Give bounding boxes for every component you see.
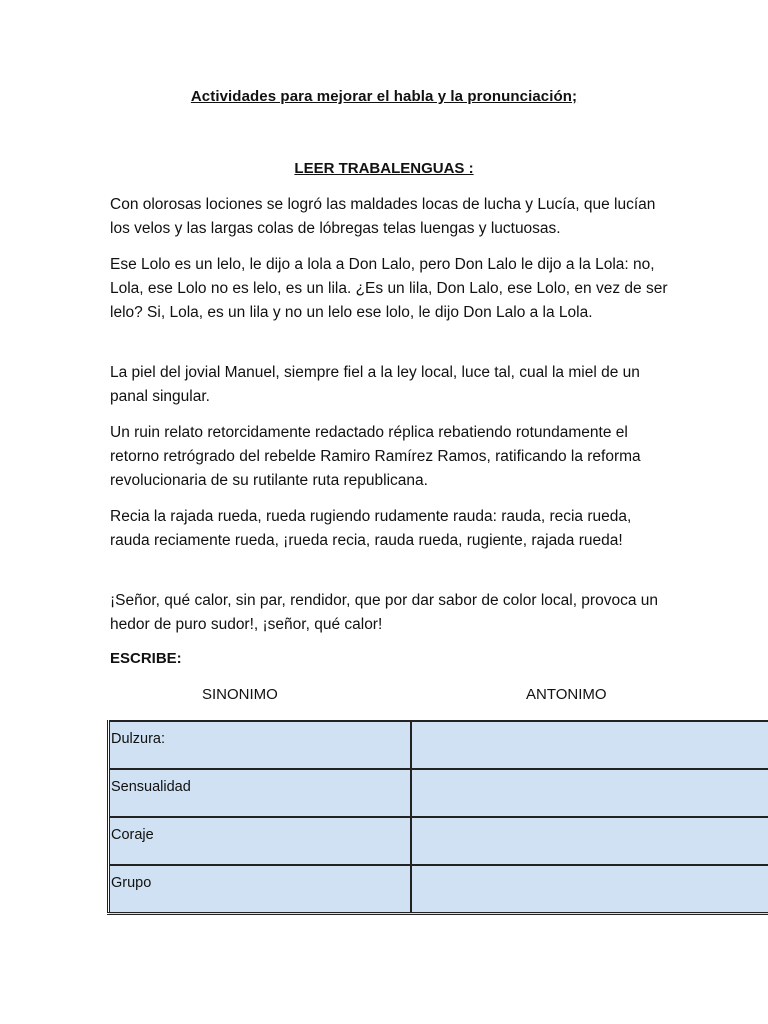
word-cell[interactable] — [109, 721, 412, 769]
table-row — [109, 769, 768, 817]
tongue-twister-paragraph: Recia la rajada rueda, rueda rugiendo rudamente rauda: rauda, recia rueda, rauda reciamente rueda, ¡rueda recia, rauda rueda, rugiente, rajada rueda! — [110, 508, 632, 549]
word-label: Coraje — [111, 827, 154, 843]
word-cell[interactable] — [109, 769, 412, 817]
word-label: Dulzura: — [111, 731, 165, 747]
section-title: LEER TRABALENGUAS : — [294, 160, 474, 177]
word-label: Sensualidad — [111, 779, 191, 795]
table-row — [109, 865, 768, 914]
word-cell[interactable] — [109, 817, 412, 865]
word-label: Grupo — [111, 875, 152, 891]
escribe-label: ESCRIBE: — [110, 650, 182, 667]
answer-cell[interactable] — [411, 769, 768, 817]
tongue-twister-paragraph: Ese Lolo es un lelo, le dijo a lola a Don Lalo, pero Don Lalo le dijo a la Lola: no, Lola, ese Lolo no es lelo, es un lila. ¿Es un lila, Don Lalo, ese Lolo, en vez de ser lelo? Si, Lola, es un lila y no un lelo ese lolo, le dijo Don Lalo a la Lola. — [110, 256, 668, 321]
tongue-twister-paragraph: Con olorosas lociones se logró las maldades locas de lucha y Lucía, que lucían los velos y las largas colas de lóbregas telas luengas y luctuosas. — [110, 196, 656, 237]
antonym-column-header: ANTONIMO — [526, 686, 607, 703]
answer-cell[interactable] — [411, 721, 768, 769]
synonym-antonym-table — [107, 720, 768, 915]
answer-cell[interactable] — [411, 865, 768, 914]
page-title: Actividades para mejorar el habla y la pronunciación; — [190, 88, 578, 105]
tongue-twister-paragraph: Un ruin relato retorcidamente redactado réplica rebatiendo rotundamente el retorno retrógrado del rebelde Ramiro Ramírez Ramos, ratificando la reforma revolucionaria de su rutilante ruta republicana. — [110, 424, 641, 489]
tongue-twister-paragraph: La piel del jovial Manuel, siempre fiel a la ley local, luce tal, cual la miel de un panal singular. — [110, 364, 640, 405]
table-row — [109, 721, 768, 769]
synonym-column-header: SINONIMO — [202, 686, 278, 703]
word-cell[interactable] — [109, 865, 412, 914]
tongue-twister-paragraph: ¡Señor, qué calor, sin par, rendidor, que por dar sabor de color local, provoca un hedor de puro sudor!, ¡señor, qué calor! — [110, 592, 659, 633]
answer-cell[interactable] — [411, 817, 768, 865]
table-row — [109, 817, 768, 865]
